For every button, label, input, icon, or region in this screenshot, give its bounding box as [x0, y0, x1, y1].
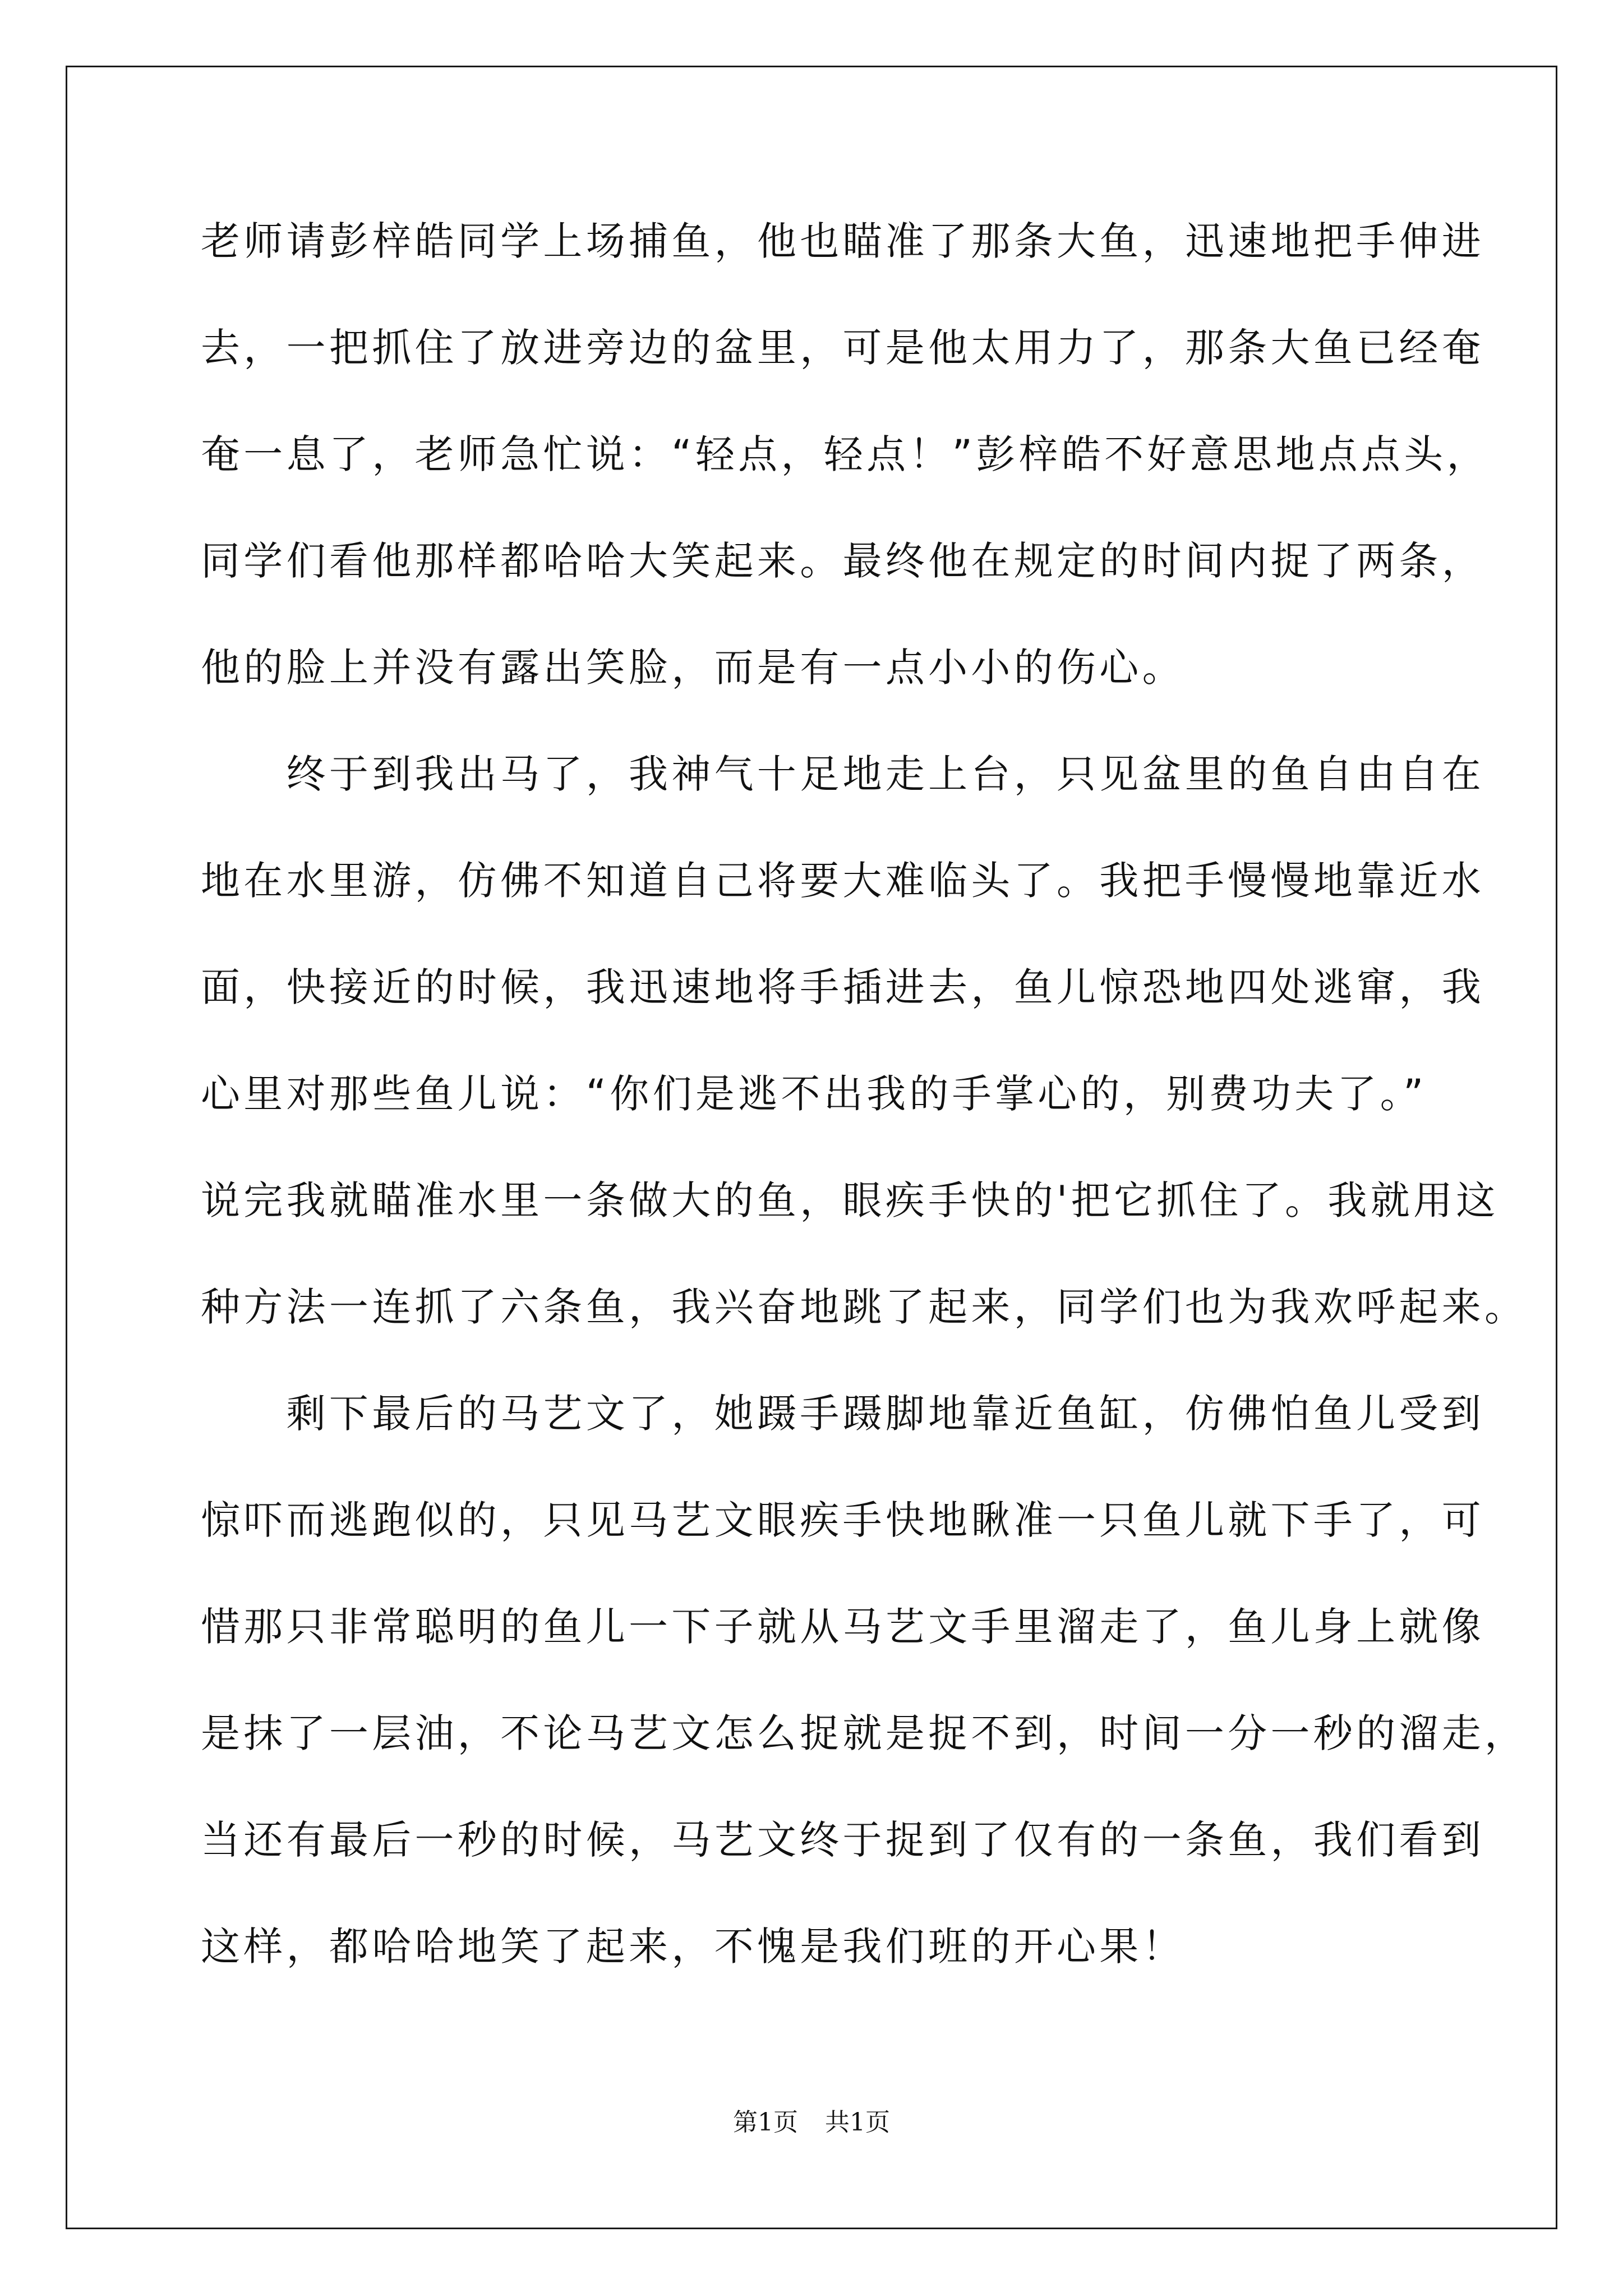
text-line: 剩下最后的马艺文了，她蹑手蹑脚地靠近鱼缸，仿佛怕鱼儿受到: [201, 1391, 1484, 1437]
text-line: 老师请彭梓皓同学上场捕鱼，他也瞄准了那条大鱼，迅速地把手伸进: [201, 218, 1484, 264]
text-line: 说完我就瞄准水里一条做大的鱼，眼疾手快的'把它抓住了。我就用这: [201, 1177, 1499, 1223]
text-line: 同学们看他那样都哈哈大笑起来。最终他在规定的时间内捉了两条，: [201, 538, 1484, 584]
text-line: 他的脸上并没有露出笑脸，而是有一点小小的伤心。: [201, 645, 1185, 691]
document-body: [201, 208, 1528, 2019]
text-line: 奄一息了，老师急忙说：“轻点，轻点！”彭梓皓不好意思地点点头，: [201, 431, 1490, 477]
text-line: 终于到我出马了，我神气十足地走上台，只见盆里的鱼自由自在: [201, 751, 1484, 797]
text-line: 惜那只非常聪明的鱼儿一下子就从马艺文手里溜走了，鱼儿身上就像: [201, 1604, 1484, 1650]
text-line: 去，一把抓住了放进旁边的盆里，可是他太用力了，那条大鱼已经奄: [201, 325, 1484, 371]
text-line: 地在水里游，仿佛不知道自己将要大难临头了。我把手慢慢地靠近水: [201, 858, 1484, 904]
text-line: 是抹了一层油，不论马艺文怎么捉就是捉不到，时间一分一秒的溜走，: [201, 1710, 1528, 1756]
text-line: 这样，都哈哈地笑了起来，不愧是我们班的开心果！: [201, 1924, 1185, 1970]
text-line: 当还有最后一秒的时候，马艺文终于捉到了仅有的一条鱼，我们看到: [201, 1817, 1484, 1863]
page-number: 第1页: [733, 2108, 798, 2137]
page-total: 共1页: [825, 2108, 890, 2137]
text-line: 面，快接近的时候，我迅速地将手插进去，鱼儿惊恐地四处逃窜，我: [201, 964, 1484, 1010]
page-footer: [0, 2106, 1623, 2139]
text-line: 心里对那些鱼儿说：“你们是逃不出我的手掌心的，别费功夫了。”: [201, 1071, 1427, 1117]
text-line: 种方法一连抓了六条鱼，我兴奋地跳了起来，同学们也为我欢呼起来。: [201, 1284, 1528, 1330]
text-line: 惊吓而逃跑似的，只见马艺文眼疾手快地瞅准一只鱼儿就下手了，可: [201, 1497, 1484, 1543]
